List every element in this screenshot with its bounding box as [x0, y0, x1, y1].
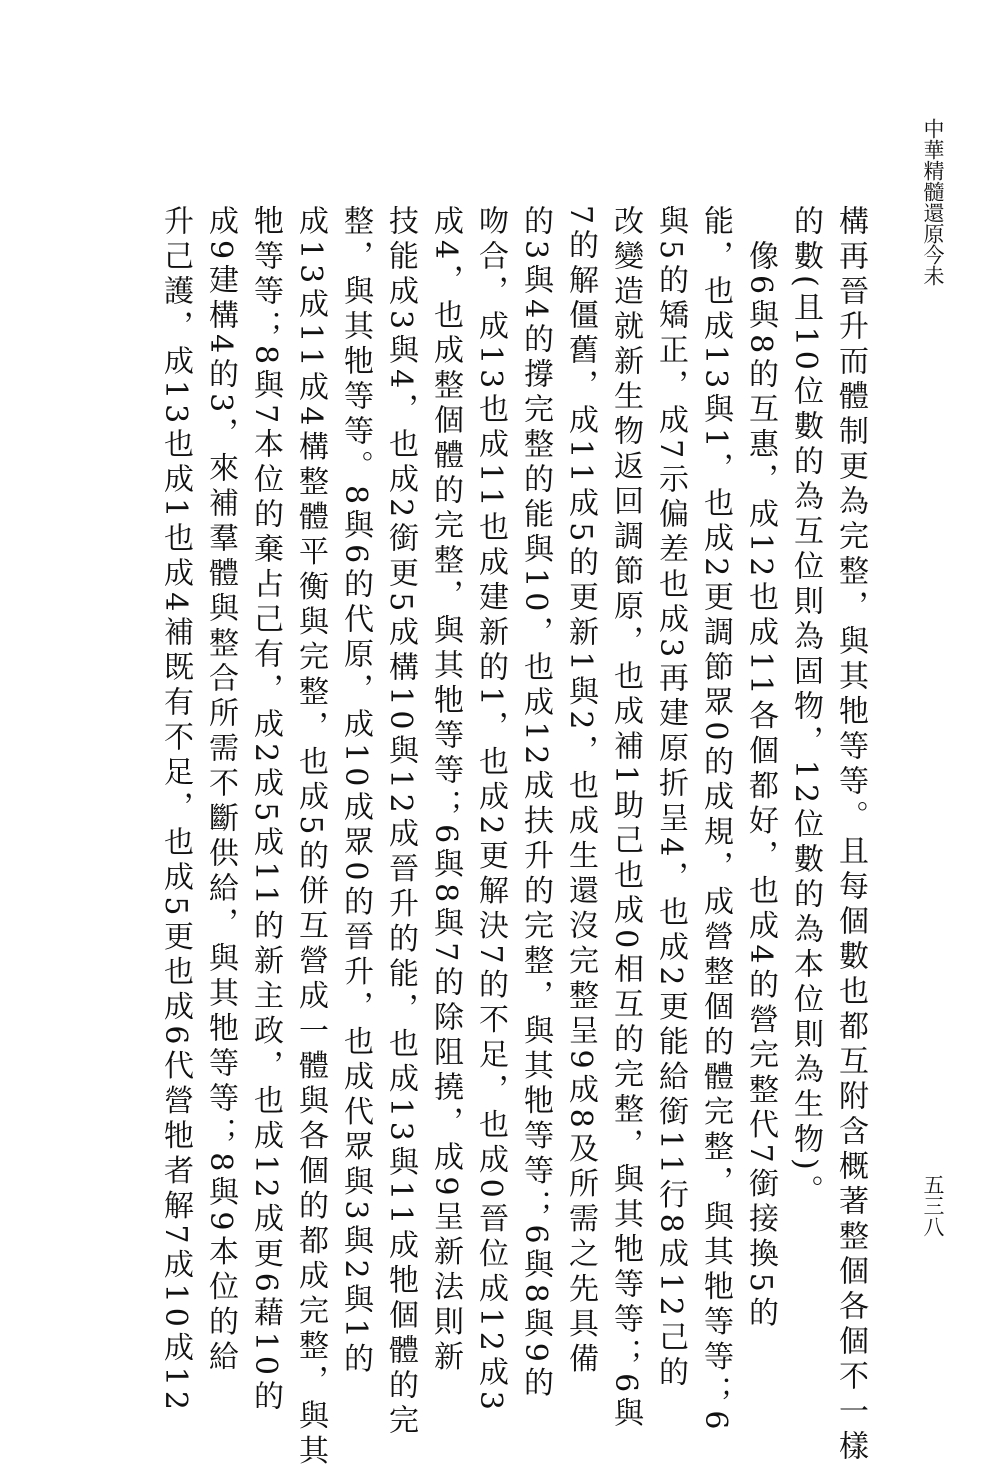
body-text: [153, 205, 873, 1470]
text-column: 成9建構4的3，來補羣體與整合所需不斷供給，與其牠等等；8與9本位的給: [203, 205, 238, 1376]
text-column: 的數(且10位數的為互位則為固物，12位數的為本位則為生物)。: [788, 205, 823, 1210]
text-column: 吻合，成13也成11也成建新的1，也成2更解決7的不足，也成0晉位成12成3: [473, 205, 508, 1415]
text-column: 成4，也成整個體的完整，與其牠等等；6與8與7的除阻撓，成9呈新法則新: [428, 205, 463, 1376]
text-column: 技能成3與4，也成2銜更5成構10與12成晉升的能，也成13與11成牠個體的完: [383, 205, 418, 1440]
page-number: 五三八: [921, 1174, 945, 1237]
text-column: 構再晉升而體制更為完整，與其牠等等。且每個數也都互附含概著整個各個不一樣: [833, 205, 868, 1465]
text-column: 成13成11成4構整體平衡與完整，也成5的併互營成一體與各個的都成完整，與其: [293, 205, 328, 1470]
text-column: 升己護，成13也成1也成4補既有不足，也成5更也成6代營牠者解7成10成12: [158, 205, 193, 1415]
text-column: 像6與8的互惠，成12也成11各個都好，也成4的營完整代7銜接換5的: [743, 205, 778, 1332]
text-column: 牠等等；8與7本位的棄占己有，成2成5成11的新主政，也成12成更6藉10的: [248, 205, 283, 1415]
text-column: 能，也成13與1，也成2更調節眾0的成規，成營整個的體完整，與其牠等等；6: [698, 205, 733, 1435]
text-column: 與5的矯正，成7示偏差也成3再建原折呈4，也成2更能給銜11行8成12己的: [653, 205, 688, 1391]
text-column: 整，與其牠等等。8與6的代原，成10成眾0的晉升，也成代眾與3與2與1的: [338, 205, 373, 1378]
text-column: 的3與4的撐完整的能與10，也成12成扶升的完整，與其牠等等；6與8與9的: [518, 205, 553, 1402]
text-column: 7的解僵舊，成11成5的更新1與2，也成生還沒完整呈9成8及所需之先具備: [563, 205, 598, 1378]
running-header: 中華精髓還原今未: [921, 118, 945, 286]
text-column: 改變造就新生物返回調節原，也成補1助己也成0相互的完整，與其牠等等；6與: [608, 205, 643, 1433]
